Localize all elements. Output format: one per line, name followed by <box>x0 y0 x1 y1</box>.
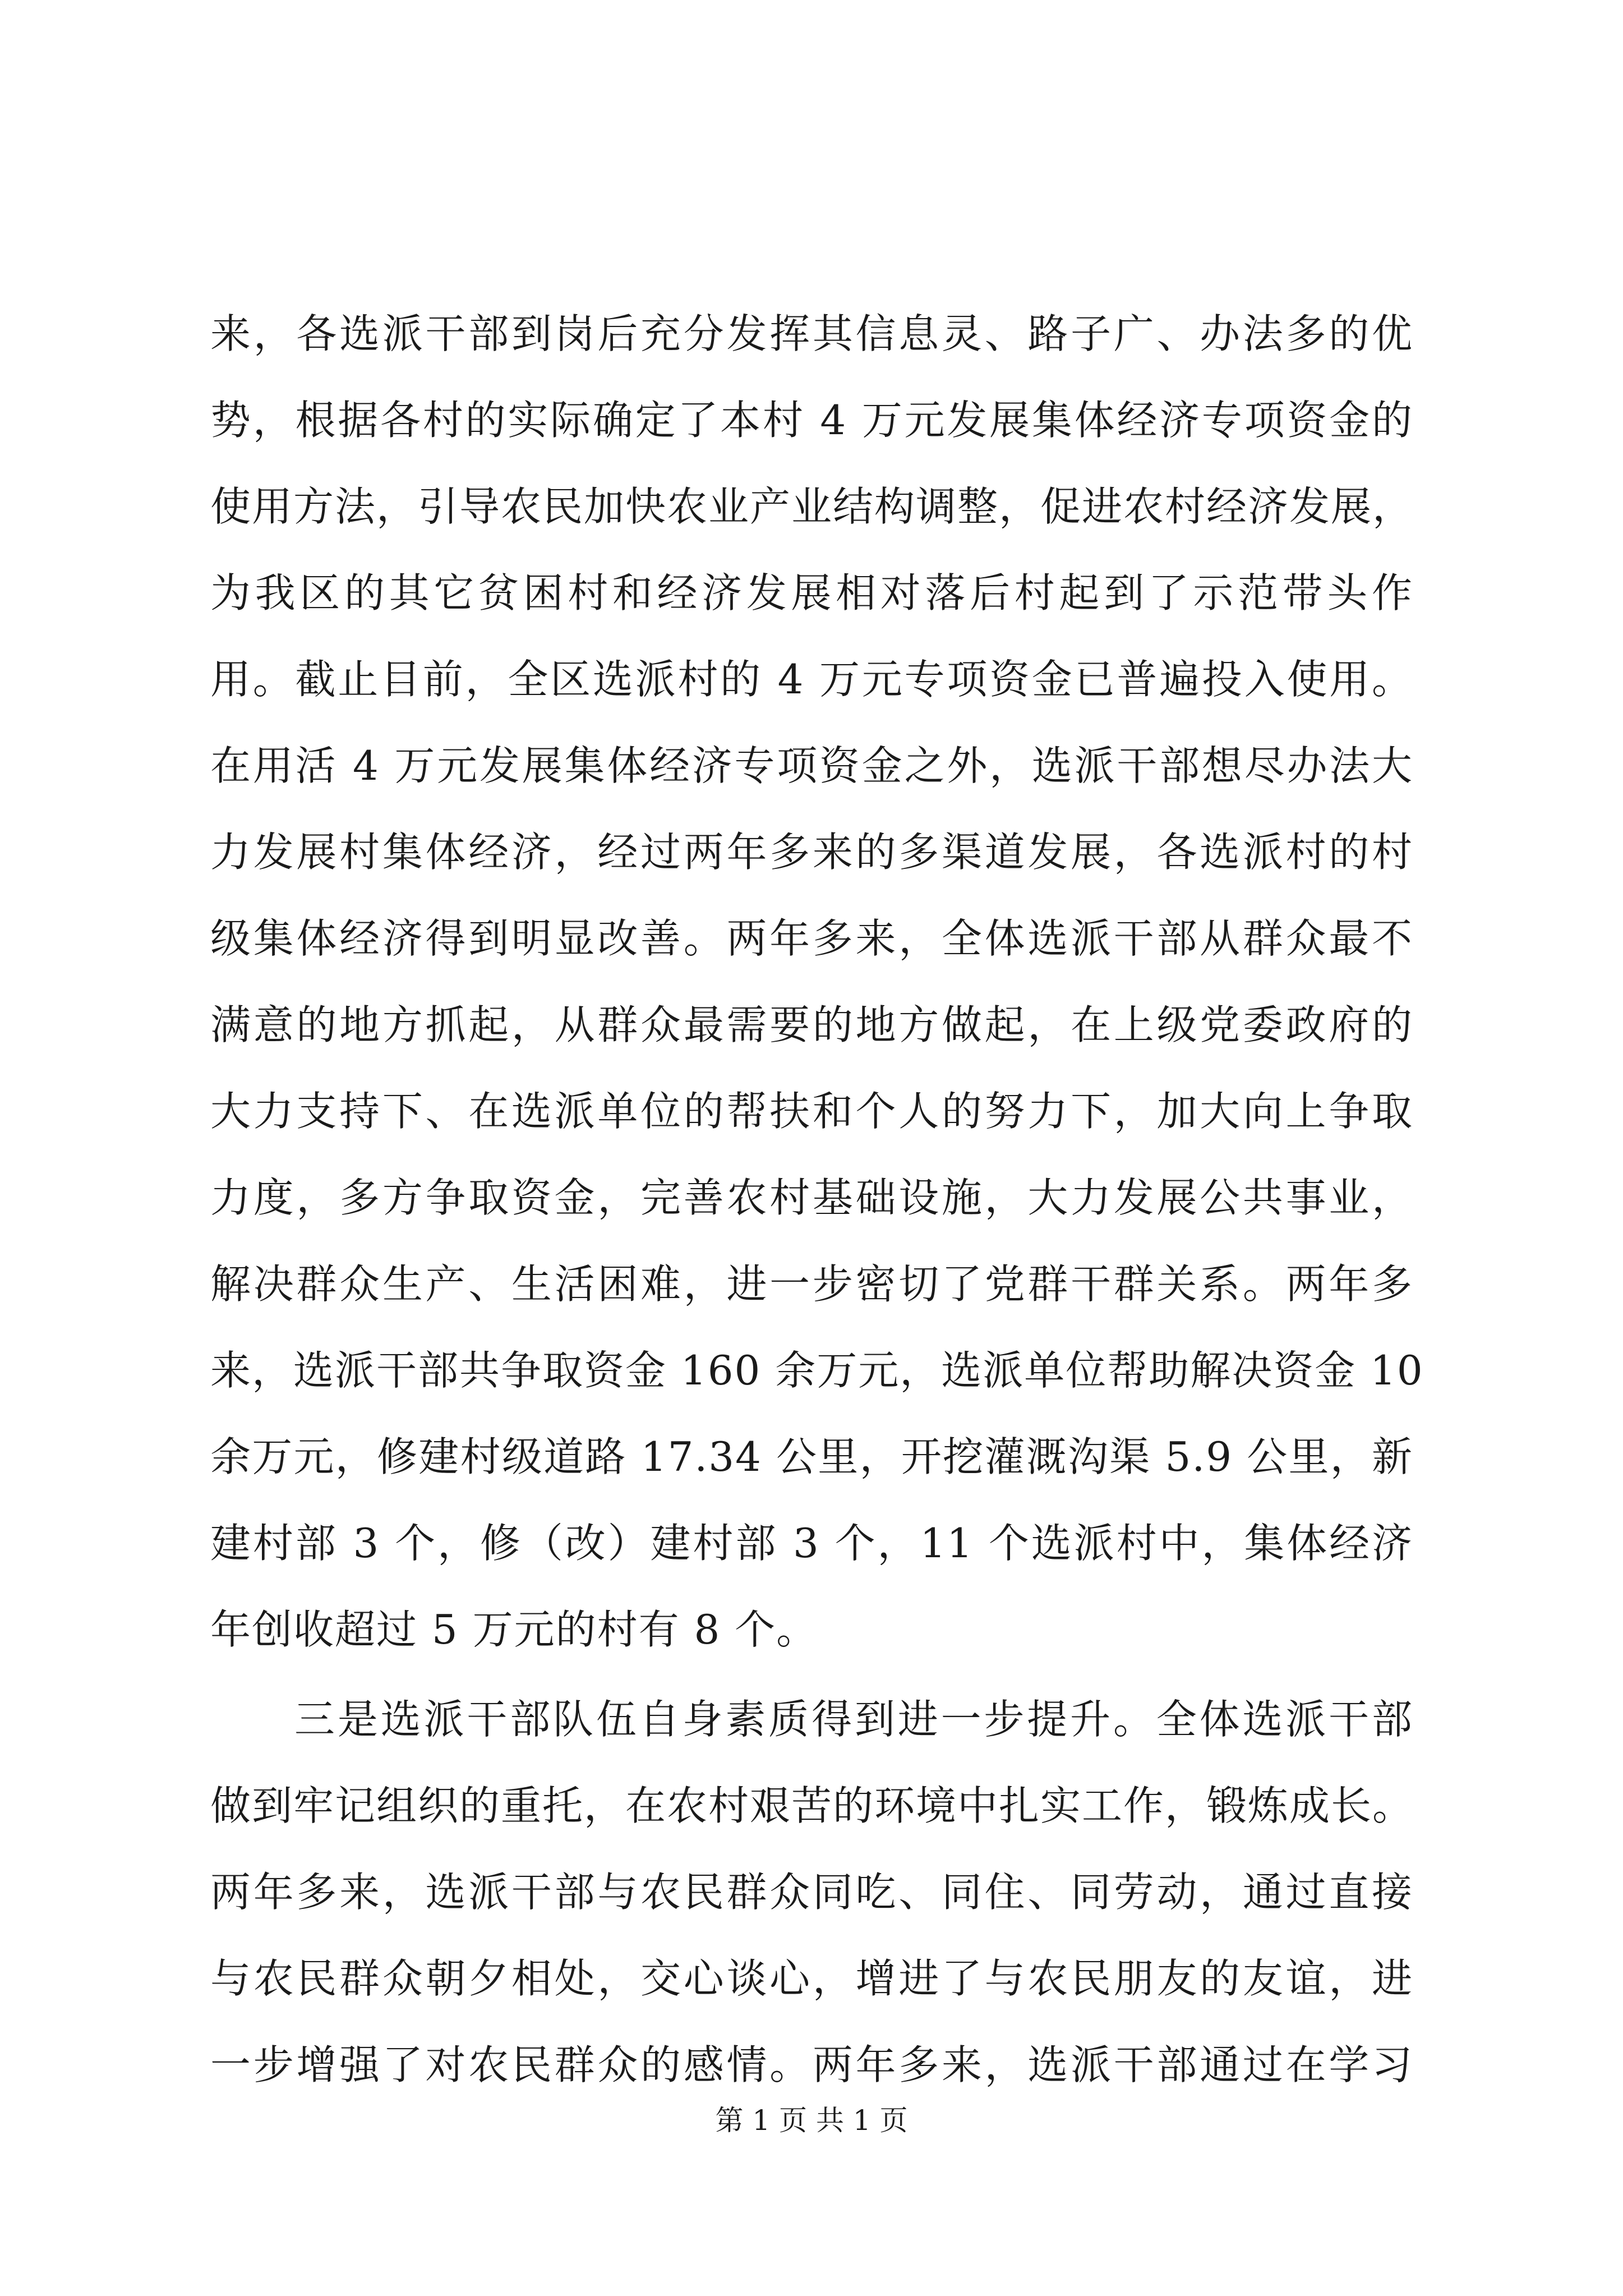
text-line: 做到牢记组织的重托，在农村艰苦的环境中扎实工作，锻炼成长。 <box>210 1782 1414 1829</box>
text-line: 余万元，修建村级道路 17.34 公里，开挖灌溉沟渠 5.9 公里，新 <box>210 1433 1413 1480</box>
document-body <box>210 291 1424 2108</box>
text-line: 与农民群众朝夕相处，交心谈心，增进了与农民朋友的友谊，进 <box>210 1955 1413 2002</box>
text-line: 在用活 4 万元发展集体经济专项资金之外，选派干部想尽办法大 <box>210 742 1413 789</box>
text-line: 来，选派干部共争取资金 160 余万元，选派单位帮助解决资金 10 <box>210 1347 1424 1394</box>
text-line: 建村部 3 个，修（改）建村部 3 个，11 个选派村中，集体经济 <box>210 1520 1413 1567</box>
paragraph <box>210 1676 1413 2108</box>
text-line: 用。截止目前，全区选派村的 4 万元专项资金已普遍投入使用。 <box>210 656 1413 703</box>
text-line: 级集体经济得到明显改善。两年多来，全体选派干部从群众最不 <box>210 915 1413 962</box>
text-line: 力发展村集体经济，经过两年多来的多渠道发展，各选派村的村 <box>210 829 1413 876</box>
text-line: 两年多来，选派干部与农民群众同吃、同住、同劳动，通过直接 <box>210 1869 1413 1916</box>
paragraph <box>210 291 1424 1673</box>
text-line: 力度，多方争取资金，完善农村基础设施，大力发展公共事业， <box>210 1174 1413 1221</box>
text-line: 一步增强了对农民群众的感情。两年多来，选派干部通过在学习 <box>210 2041 1413 2088</box>
text-line: 解决群众生产、生活困难，进一步密切了党群干群关系。两年多 <box>210 1260 1413 1308</box>
text-line: 三是选派干部队伍自身素质得到进一步提升。全体选派干部 <box>294 1696 1413 1743</box>
text-line: 满意的地方抓起，从群众最需要的地方做起，在上级党委政府的 <box>210 1001 1413 1048</box>
text-line: 势，根据各村的实际确定了本村 4 万元发展集体经济专项资金的 <box>210 397 1413 444</box>
page-footer: 第 1 页 共 1 页 <box>715 2104 908 2137</box>
text-line: 年创收超过 5 万元的村有 8 个。 <box>210 1606 818 1653</box>
text-line: 为我区的其它贫困村和经济发展相对落后村起到了示范带头作 <box>210 569 1413 616</box>
text-line: 大力支持下、在选派单位的帮扶和个人的努力下，加大向上争取 <box>210 1088 1413 1135</box>
text-line: 来，各选派干部到岗后充分发挥其信息灵、路子广、办法多的优 <box>210 310 1413 357</box>
text-line: 使用方法，引导农民加快农业产业结构调整，促进农村经济发展， <box>210 483 1414 530</box>
